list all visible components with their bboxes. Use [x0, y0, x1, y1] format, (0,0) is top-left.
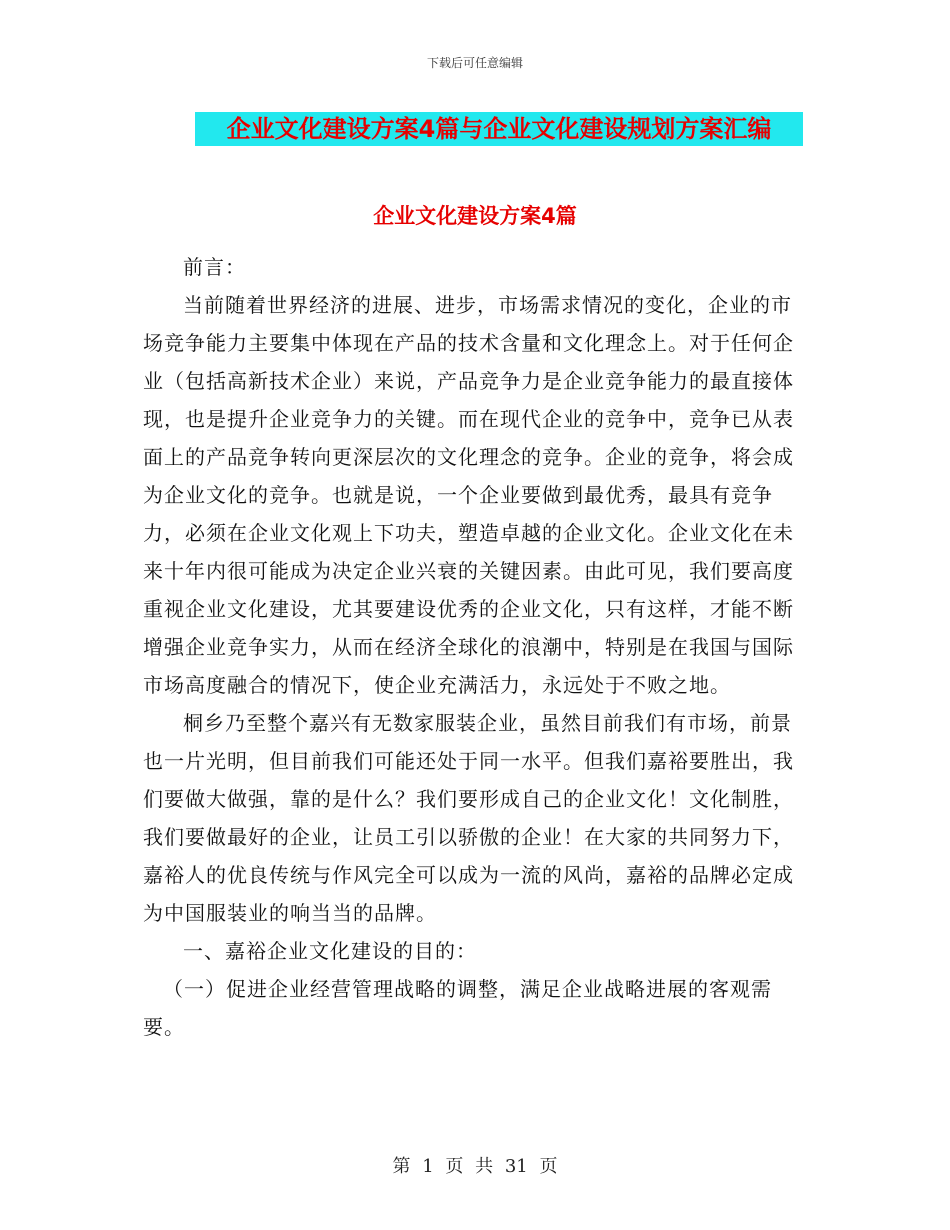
preface-label: 前言： [183, 255, 246, 279]
document-body [143, 248, 798, 1046]
body-paragraph: 当前随着世界经济的进展、进步，市场需求情况的变化，企业的市场竞争能力主要集中体现在产品的技术含量和文化理念上。对于任何企业（包括高新技术企业）来说，产品竞争力是企业竞争能力的最直接体现，也是提升企业竞争力的关键。而在现代企业的竞争中，竞争已从表面上的产品竞争转向更深层次的文化理念的竞争。企业的竞争，将会成为企业文化的竞争。也就是说，一个企业要做到最优秀，最具有竞争力，必须在企业文化观上下功夫，塑造卓越的企业文化。企业文化在未来十年内很可能成为决定企业兴衰的关键因素。由此可见，我们要高度重视企业文化建设，尤其要建设优秀的企业文化，只有这样，才能不断增强企业竞争实力，从而在经济全球化的浪潮中，特别是在我国与国际市场高度融合的情况下，使企业充满活力，永远处于不败之地。 [143, 293, 794, 697]
document-main-title: 企业文化建设方案4篇与企业文化建设规划方案汇编 [195, 112, 803, 146]
header-note: 下载后可任意编辑 [426, 56, 523, 70]
page-number-footer: 第 1 页 共 31 页 [392, 1156, 558, 1177]
section-title: 企业文化建设方案4篇 [373, 204, 577, 228]
body-paragraph: 桐乡乃至整个嘉兴有无数家服装企业，虽然目前我们有市场，前景也一片光明，但目前我们可能还处于同一水平。但我们嘉裕要胜出，我们要做大做强，靠的是什么？我们要形成自己的企业文化！文化制胜，我们要做最好的企业，让员工引以骄傲的企业！在大家的共同努力下，嘉裕人的优良传统与作风完全可以成为一流的风尚，嘉裕的品牌必定成为中国服装业的响当当的品牌。 [143, 711, 794, 925]
section-heading: 一、嘉裕企业文化建设的目的： [183, 939, 477, 963]
body-paragraph: （一）促进企业经营管理战略的调整，满足企业战略进展的客观需要。 [143, 977, 772, 1039]
